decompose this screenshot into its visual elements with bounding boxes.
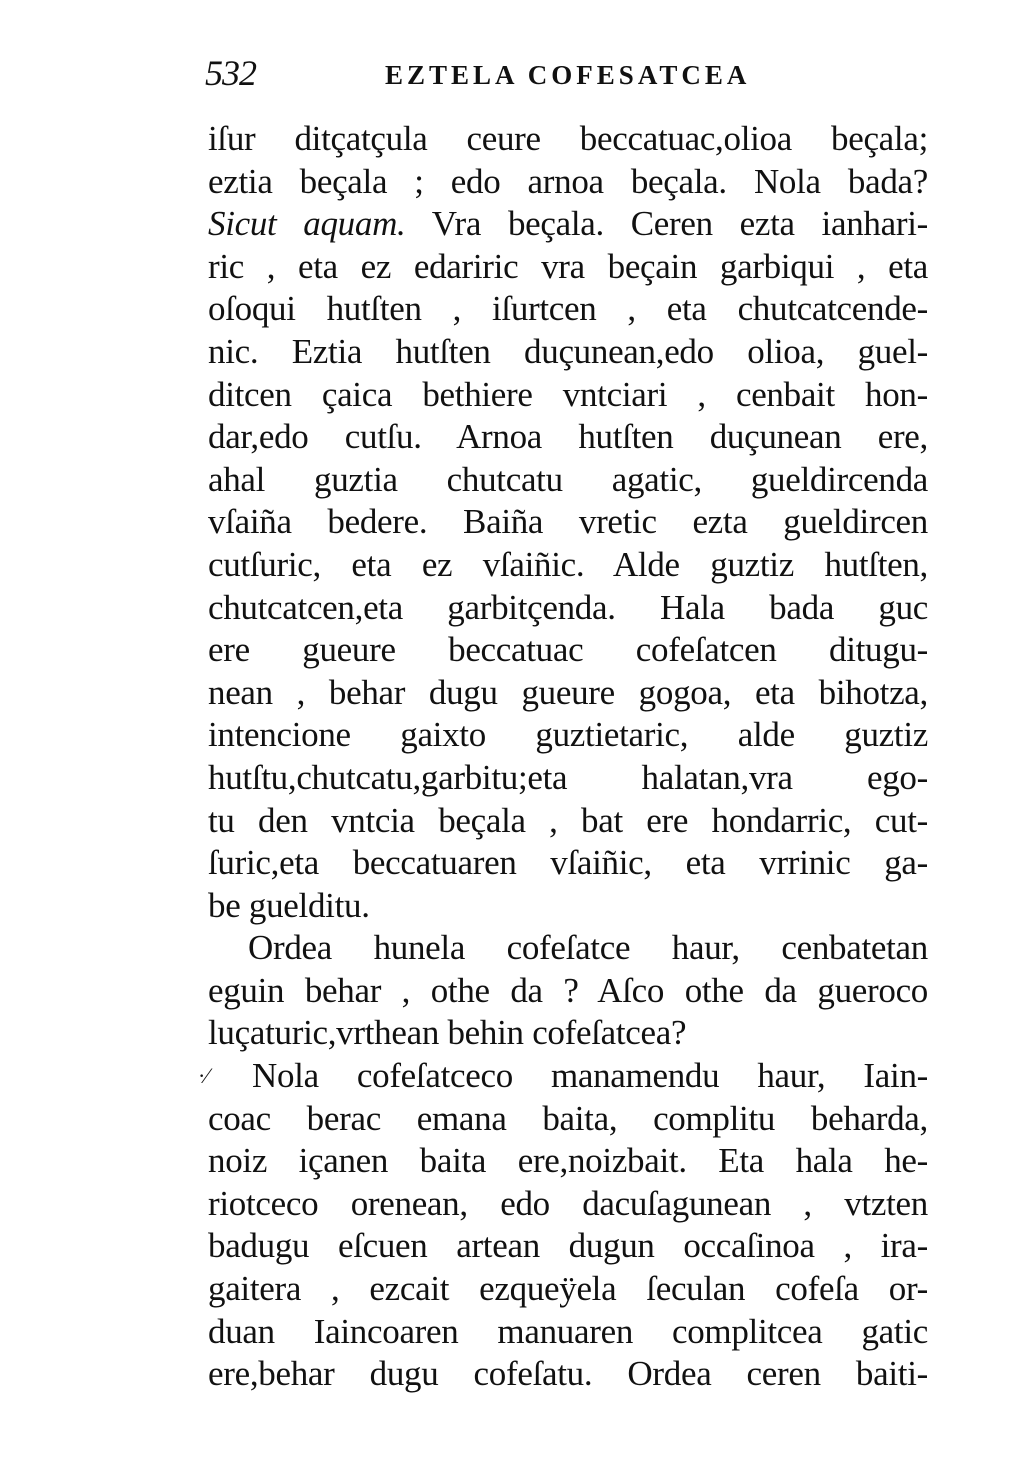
text-line: vſaiña bedere. Baiña vretic ezta gueldircen xyxy=(208,502,928,542)
text-line-marked xyxy=(198,1055,928,1098)
running-head: EZTELA COFESATCEA xyxy=(385,60,751,90)
text-line: coac berac emana baita, complitu beharda, xyxy=(208,1098,928,1138)
text-line: cutſuric, eta ez vſaiñic. Alde guztiz hutſten, xyxy=(208,544,928,584)
text-line: gaitera , ezcait ezqueÿela ſeculan cofeſa or- xyxy=(208,1269,928,1309)
text-line: tu den vntcia beçala , bat ere hondarric, cut- xyxy=(208,800,928,840)
text-line: ric , eta ez edariric vra beçain garbiqui , eta xyxy=(208,246,928,286)
page-header xyxy=(205,52,925,102)
text-line: duan Iaincoaren manuaren complitcea gatic xyxy=(208,1311,928,1351)
text-line: nic. Eztia hutſten duçunean,edo olioa, guel- xyxy=(208,331,928,371)
text-line: noiz içanen baita ere,noizbait. Eta hala he- xyxy=(208,1141,928,1181)
text-line: ditcen çaica bethiere vntciari , cenbait hon- xyxy=(208,374,928,414)
text-line: eztia beçala ; edo arnoa beçala. Nola bada? xyxy=(208,161,928,201)
text-line: ahal guztia chutcatu agatic, gueldircenda xyxy=(208,459,928,499)
text-line-with-italic xyxy=(208,203,928,246)
text-line: iſur ditçatçula ceure beccatuac,olioa beçala; xyxy=(208,119,928,158)
page-number: 532 xyxy=(205,53,256,93)
text-line: luçaturic,vrthean behin cofeſatcea? xyxy=(208,1013,687,1053)
text-line: be guelditu. xyxy=(208,885,370,925)
body-text xyxy=(198,118,928,1396)
text-line: chutcatcen,eta garbitçenda. Hala bada guc xyxy=(208,587,928,627)
text-line-rest: Vra beçala. Ceren ezta ianhari- xyxy=(431,204,928,244)
paragraph-marker: ·⁄ xyxy=(198,1063,209,1089)
text-line: ere,behar dugu cofeſatu. Ordea ceren baiti- xyxy=(208,1354,928,1394)
text-line: riotceco orenean, edo dacuſagunean , vtzten xyxy=(208,1183,928,1223)
text-line: dar,edo cutſu. Arnoa hutſten duçunean ere, xyxy=(208,417,928,457)
text-line: badugu eſcuen artean dugun occaſinoa , ira- xyxy=(208,1226,928,1266)
text-line-content: Nola cofeſatceco manamendu haur, Iain- xyxy=(252,1056,928,1096)
text-line: ere gueure beccatuac cofeſatcen ditugu- xyxy=(208,630,928,670)
text-line: oſoqui hutſten , iſurtcen , eta chutcatcende- xyxy=(208,289,928,329)
text-line: ſuric,eta beccatuaren vſaiñic, eta vrrinic ga- xyxy=(208,843,928,883)
italic-phrase: Sicut aquam. xyxy=(208,204,406,244)
text-line: Ordea hunela cofeſatce haur, cenbatetan xyxy=(248,928,928,968)
text-line: hutſtu,chutcatu,garbitu;eta halatan,vra ego- xyxy=(208,757,928,797)
text-line: intencione gaixto guztietaric, alde guztiz xyxy=(208,715,928,755)
text-line: nean , behar dugu gueure gogoa, eta bihotza, xyxy=(208,672,928,712)
text-line: eguin behar , othe da ? Aſco othe da gueroco xyxy=(208,970,928,1010)
